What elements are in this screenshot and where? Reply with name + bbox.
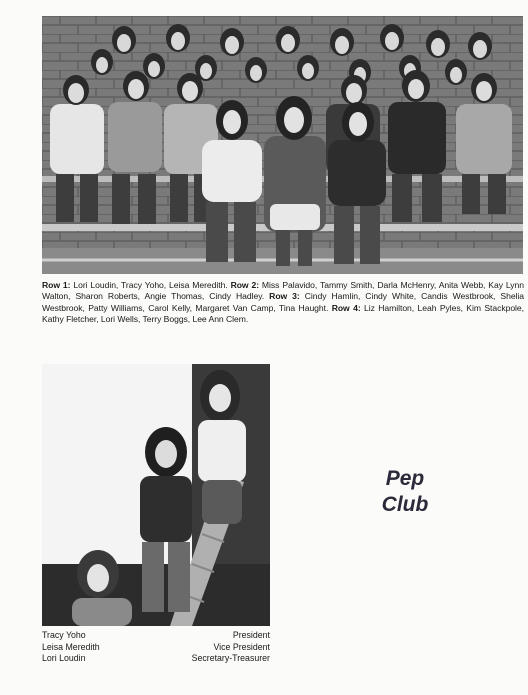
row-4-names: Liz Hamilton, Leah Pyles, Kim Stackpole, Kathy Fletcher, Lori Wells, Terry Boggs, Lee Ann Clem. bbox=[42, 302, 524, 325]
officer-name: Lori Loudin bbox=[42, 653, 86, 664]
row-1-label: Row 1: bbox=[42, 280, 71, 290]
officers-photo bbox=[42, 364, 270, 626]
officers-photo-image bbox=[42, 364, 270, 626]
row-2-names: Miss Palavido, Tammy Smith, Darla McHenry, Anita Webb, Kay Lynn Walton, Sharon Roberts, Angie Thomas, Cindy Hadley. bbox=[42, 280, 524, 302]
officer-role: President bbox=[232, 630, 270, 640]
officer-name: Tracy Yoho bbox=[42, 630, 86, 640]
officer-role: Secretary-Treasurer bbox=[191, 653, 270, 664]
group-photo bbox=[42, 16, 523, 274]
group-photo-caption bbox=[42, 280, 524, 326]
officer-names bbox=[42, 630, 162, 665]
officer-role: Vice President bbox=[213, 641, 270, 652]
title-line-pep: Pep bbox=[385, 467, 425, 490]
title-line-club: Club bbox=[381, 493, 429, 516]
officer-roles bbox=[150, 630, 270, 665]
group-photo-image bbox=[42, 16, 523, 274]
row-3-label: Row 3: bbox=[269, 291, 300, 302]
row-2-label: Row 2: bbox=[230, 280, 260, 290]
row-1-names: Lori Loudin, Tracy Yoho, Leisa Meredith. bbox=[70, 280, 231, 290]
row-4-label: Row 4: bbox=[331, 302, 361, 313]
section-title bbox=[370, 466, 440, 518]
officer-name: Leisa Meredith bbox=[42, 641, 100, 652]
row-3-names: Cindy Hamlin, Cindy White, Candis Westbrook, Shelia Westbrook, Patty Williams, Carol Kelly, Margaret Van Camp, Tina Haught. bbox=[42, 291, 525, 313]
